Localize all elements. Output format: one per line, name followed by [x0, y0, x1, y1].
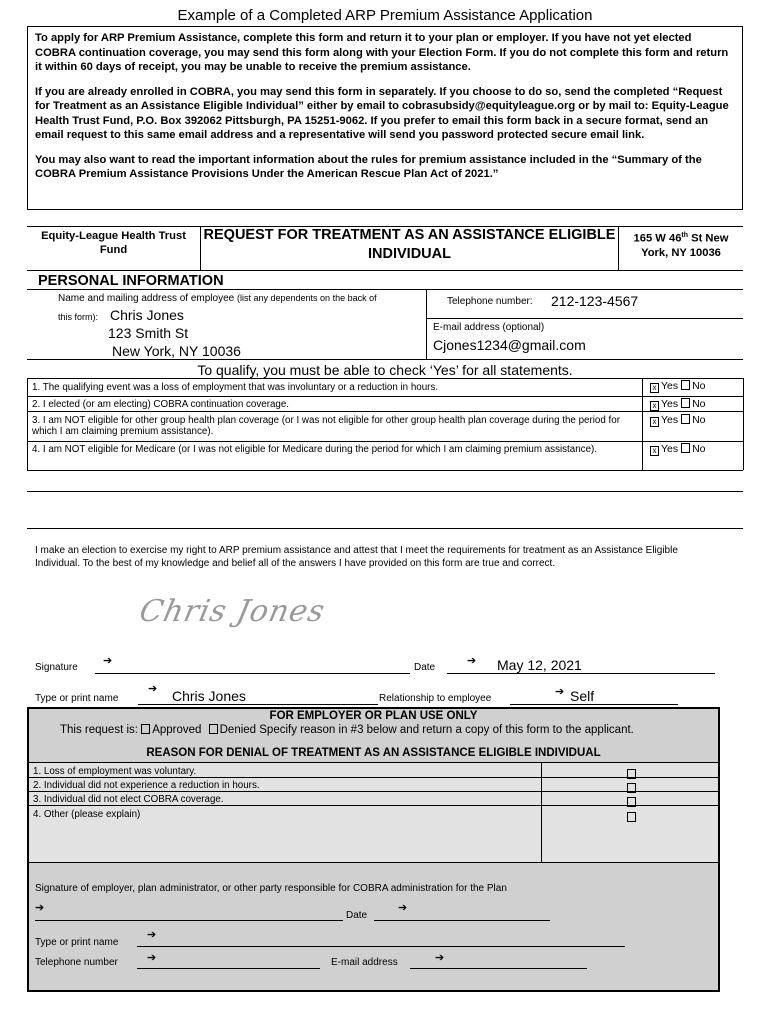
print-name-line[interactable] [138, 704, 378, 705]
name-address-label-cont: this form): [58, 312, 99, 322]
denial-reason-3: 3. Individual did not elect COBRA coverage. [33, 794, 224, 805]
approved-checkbox[interactable] [141, 724, 150, 734]
employer-phone-label: Telephone number [35, 957, 118, 968]
employer-email-line[interactable] [410, 968, 587, 969]
phone-label: Telephone number: [447, 296, 533, 307]
employee-name[interactable]: Chris Jones [110, 307, 184, 323]
qualify-heading: To qualify, you must be able to check ‘Yes’ for all statements. [197, 362, 573, 378]
phone-value[interactable]: 212-123-4567 [551, 293, 639, 309]
denial-reason-4-checkbox[interactable] [627, 808, 638, 826]
statement-2-answer[interactable]: x Yes No [650, 398, 706, 411]
handwritten-signature: Chris Jones [136, 594, 329, 629]
statement-2: 2. I elected (or am electing) COBRA continuation coverage. [32, 399, 290, 410]
instructions-paragraph-2: If you are already enrolled in COBRA, you may send this form in separately. If you choose to do so, send the completed “Request for Treatment as an Assistance Eligible Individual” either by email to cobrasubsidy@equityleague.org or by mail to: Equity-League Health Trust Fund, P.O. Box 392062 Pittsburgh, PA 15251-9062. If you prefer to email this form back in a secure format, send an email request to this same email address and a representative will send you password protected secure email link. [35, 85, 729, 141]
print-name-value[interactable]: Chris Jones [172, 688, 246, 704]
instructions-paragraph-3: You may also want to read the important information about the rules for premium assistance included in the “Summary of the COBRA Premium Assistance Provisions Under the American Rescue Plan Act of 2021.” [35, 153, 702, 180]
relationship-label: Relationship to employee [379, 693, 492, 704]
date-value[interactable]: May 12, 2021 [497, 657, 582, 673]
relationship-value[interactable]: Self [570, 688, 595, 704]
employee-city[interactable]: New York, NY 10036 [112, 343, 241, 359]
section-title-personal: PERSONAL INFORMATION [38, 273, 224, 289]
employer-signature-label: Signature of employer, plan administrator, or other party responsible for COBRA administration for the Plan [35, 883, 507, 894]
arrow-icon: ➔ [35, 902, 45, 914]
arrow-icon: ➔ [467, 655, 477, 667]
employer-date-label: Date [346, 910, 368, 921]
denied-checkbox[interactable] [209, 724, 218, 734]
instructions-paragraph-1: To apply for ARP Premium Assistance, complete this form and return it to your plan or employer. If you have not yet elected COBRA continuation coverage, you may send this form along with your Election Form. If you do not complete this form and return it within 60 days of receipt, you may be unable to receive the premium assistance. [35, 32, 729, 73]
signature-label: Signature [35, 662, 78, 673]
statement-3: 3. I am NOT eligible for other group health plan coverage (or I was not eligible for other group health plan coverage during the period for which I am claiming premium assistance). [32, 415, 620, 437]
email-value[interactable]: Cjones1234@gmail.com [433, 337, 586, 353]
email-label: E-mail address (optional) [433, 322, 545, 333]
arrow-icon: ➔ [147, 952, 157, 964]
relationship-line[interactable] [510, 704, 678, 705]
attestation-text: I make an election to exercise my right to ARP premium assistance and attest that I meet the requirements for treatment as an Assistance Eligible Individual. To the best of my knowledge and belief all of the answers I have provided on this form are true and correct. [35, 545, 678, 569]
denial-reason-2: 2. Individual did not experience a reduction in hours. [33, 780, 260, 791]
denial-reason-4: 4. Other (please explain) [33, 809, 141, 820]
statement-3-answer[interactable]: x Yes No [650, 414, 706, 427]
name-address-label: Name and mailing address of employee (list any dependents on the back of [58, 293, 377, 304]
employer-print-name-label: Type or print name [35, 937, 119, 948]
request-status: This request is: Approved Denied Specify reason in #3 below and return a copy of this form to the applicant. [60, 724, 634, 736]
arrow-icon: ➔ [398, 902, 408, 914]
form-title: REQUEST FOR TREATMENT AS AN ASSISTANCE ELIGIBLE INDIVIDUAL [201, 226, 619, 270]
statement-4: 4. I am NOT eligible for Medicare (or I was not eligible for Medicare during the period for which I am claiming premium assistance). [32, 444, 598, 455]
employee-street[interactable]: 123 Smith St [108, 325, 189, 341]
print-name-label: Type or print name [35, 693, 119, 704]
org-name: Equity-League Health Trust Fund [27, 226, 201, 270]
org-address: 165 W 46th St New York, NY 10036 [633, 232, 729, 259]
date-line[interactable] [447, 673, 715, 674]
statement-4-answer[interactable]: x Yes No [650, 443, 706, 456]
arrow-icon: ➔ [435, 952, 445, 964]
page-title: Example of a Completed ARP Premium Assistance Application [177, 7, 593, 24]
denial-reason-1: 1. Loss of employment was voluntary. [33, 766, 197, 777]
employer-email-label: E-mail address [331, 957, 398, 968]
employer-date-line[interactable] [374, 920, 550, 921]
signature-line[interactable] [95, 673, 410, 674]
arrow-icon: ➔ [555, 686, 565, 698]
date-label: Date [414, 662, 436, 673]
statement-1-answer[interactable]: x Yes No [650, 380, 706, 393]
arrow-icon: ➔ [148, 683, 158, 695]
employer-heading: FOR EMPLOYER OR PLAN USE ONLY [269, 710, 478, 722]
form-header [27, 226, 743, 270]
employer-signature-line[interactable] [35, 920, 343, 921]
arrow-icon: ➔ [147, 929, 157, 941]
employer-print-name-line[interactable] [137, 946, 625, 947]
denial-heading: REASON FOR DENIAL OF TREATMENT AS AN ASSISTANCE ELIGIBLE INDIVIDUAL [146, 747, 601, 759]
statement-1: 1. The qualifying event was a loss of employment that was involuntary or a reduction in hours. [32, 382, 439, 393]
instructions-box [27, 26, 743, 210]
arrow-icon: ➔ [103, 655, 113, 667]
employer-phone-line[interactable] [137, 968, 320, 969]
